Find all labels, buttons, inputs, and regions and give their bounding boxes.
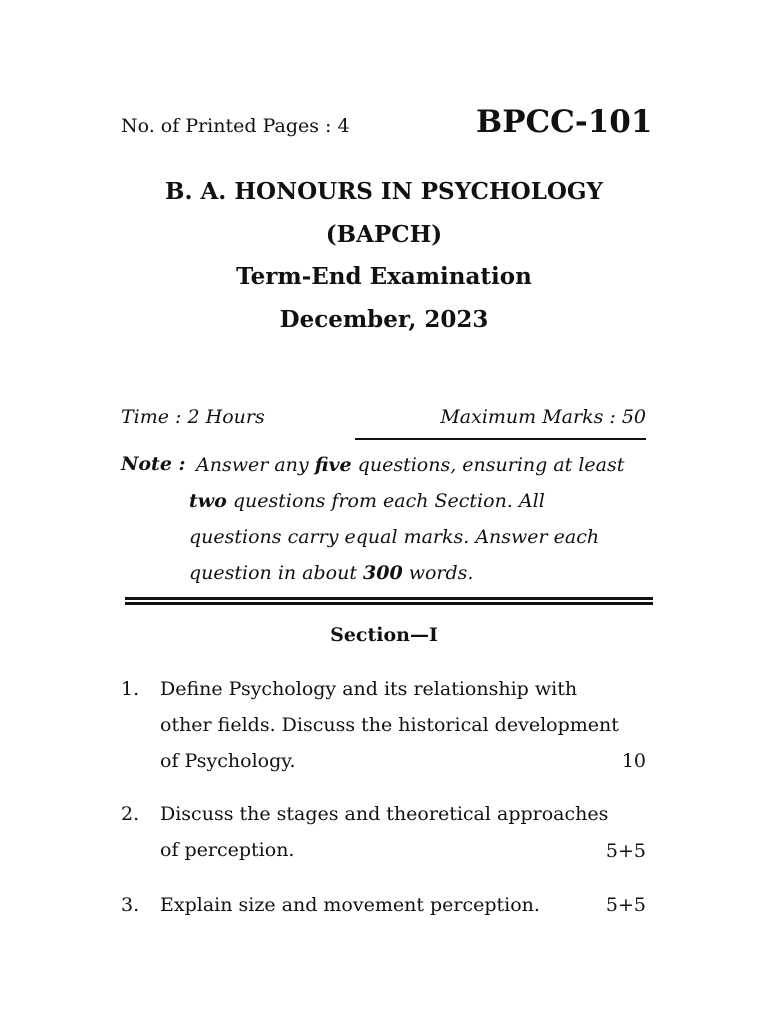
- double-divider-bottom: [125, 602, 653, 605]
- note-text: [189, 447, 646, 591]
- question-text: [160, 671, 646, 779]
- question-text: [160, 796, 646, 868]
- question-line: Define Psychology and its relationship with: [160, 678, 578, 700]
- question-line: of perception.: [160, 839, 295, 861]
- maximum-marks: Maximum Marks : 50: [440, 406, 646, 428]
- programme-abbreviation: (BAPCH): [325, 221, 443, 248]
- divider-line: [355, 438, 646, 440]
- note-line-1: Answer any five questions, ensuring at least: [196, 454, 625, 476]
- exam-duration: Time : 2 Hours: [121, 406, 265, 428]
- exam-date: December, 2023: [279, 306, 489, 333]
- question-number: 2.: [121, 803, 140, 825]
- note-line-3: questions carry equal marks. Answer each: [189, 526, 600, 548]
- question-text: [160, 887, 646, 923]
- note-line-2: two questions from each Section. All: [189, 490, 545, 512]
- printed-pages-count: No. of Printed Pages : 4: [121, 115, 350, 137]
- programme-title: B. A. HONOURS IN PSYCHOLOGY: [165, 178, 603, 205]
- note-line-4: question in about 300 words.: [189, 562, 474, 584]
- exam-title: Term-End Examination: [236, 263, 532, 290]
- question-marks: 5+5: [605, 840, 646, 862]
- question-line: Explain size and movement perception.: [160, 894, 540, 916]
- note-label: Note :: [121, 453, 186, 475]
- question-marks: 10: [621, 750, 646, 772]
- question-marks: 5+5: [605, 894, 646, 916]
- emphasis-word: 300: [363, 562, 403, 584]
- question-line: Discuss the stages and theoretical approaches: [160, 803, 609, 825]
- emphasis-word: five: [314, 454, 352, 476]
- emphasis-word: two: [189, 490, 227, 512]
- question-line: of Psychology.: [160, 750, 296, 772]
- question-number: 1.: [121, 678, 140, 700]
- course-code: BPCC-101: [476, 104, 653, 140]
- question-line: other fields. Discuss the historical development: [160, 714, 619, 736]
- section-heading: Section—I: [330, 624, 438, 646]
- question-number: 3.: [121, 894, 140, 916]
- double-divider-top: [125, 597, 653, 600]
